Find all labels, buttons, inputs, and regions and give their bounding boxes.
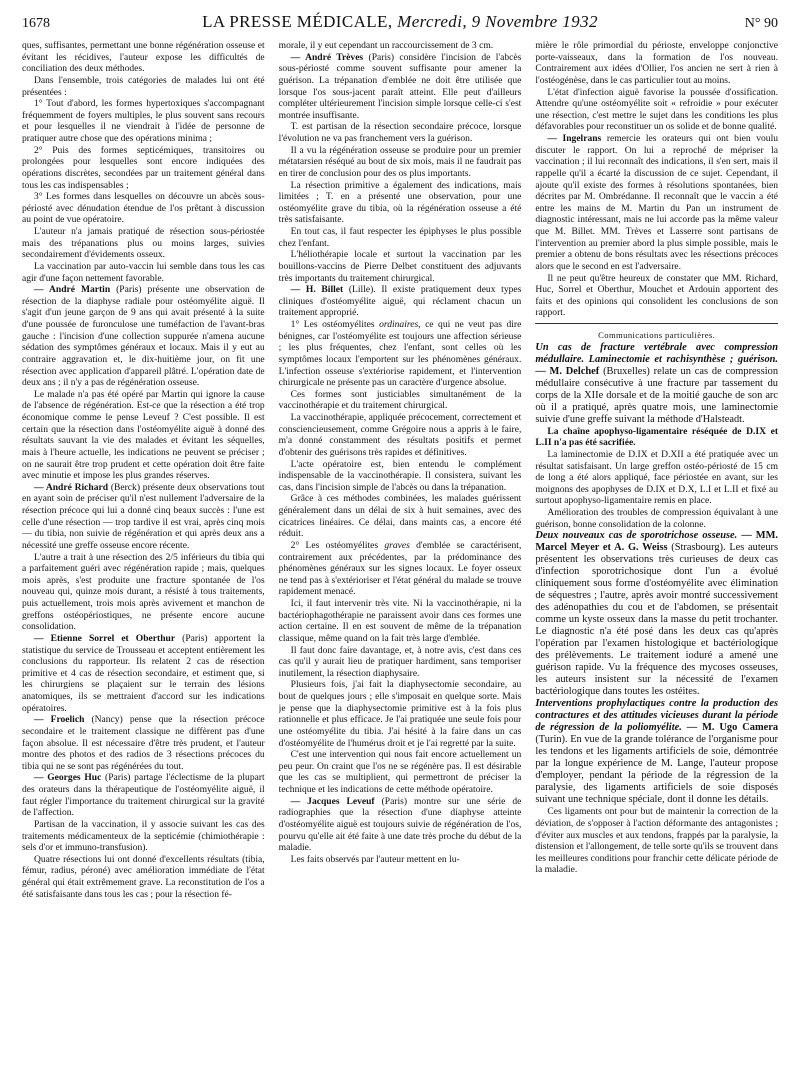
paragraph: Le malade n'a pas été opéré par Martin qui ignore la cause de l'absence de régénération. Est-ce que la résection a été trop économique comme le pense Leveuf ? C'est possible. Il est certain que la résection dans l'ostéomyélite aiguë à donné des résultats sauvant la vie des malades et évitant les séquelles, mais à l'heure actuelle, les indications ne peuvent se préciser ; on ne saurait être trop prudent et cette opération doit être faite avec minutie et impose les plus grandes réserves. xyxy=(22,388,265,482)
column-3 xyxy=(535,40,778,1060)
speaker-city: (Paris) xyxy=(368,51,394,63)
paragraph: ques, suffisantes, permettant une bonne régénération osseuse et évitant les récidives, l'auteur expose les difficultés de conciliation des deux méthodes. xyxy=(22,40,265,75)
paragraph: Quatre résections lui ont donné d'excellents résultats (tibia, fémur, radius, péroné) avec amélioration immédiate de l'état général qui était extrêmement grave. La reconstitution de l'os a été satisfaisante dans tous les cas ; pour la résection fé- xyxy=(22,853,265,900)
speaker-city: (Berck) xyxy=(110,481,140,493)
paragraph-text: d'emblée se caractérisent, contrairement aux précédentes, par la prédominance des phénomènes généraux sur les signes locaux. Le foyer osseux ne tend pas à s'extérioriser et l'état général du malade se trouve rapidement menacé. xyxy=(278,539,522,598)
paragraph-text: partage l'éclectisme de la plupart des orateurs dans la thérapeutique de l'ostéomyélite aiguë, il faut régler l'importance du traitement chirurgical sur la gravité de l'affection. xyxy=(22,772,265,819)
paragraph: Ces ligaments ont pour but de maintenir la correction de la déviation, de s'opposer à l'action déformante des antagonistes ; d'éviter aux muscles et aux tendons, frappés par la paralysie, la distension et l'allongement, de telle sorte qu'ils se trouvent dans les meilleures conditions pour franchir cette délicate période de la maladie. xyxy=(535,806,779,876)
speaker-city: (Paris) xyxy=(116,284,142,296)
paragraph: T. est partisan de la résection secondaire précoce, lorsque l'évolution ne va pas franchement vers la guérison. xyxy=(278,121,522,144)
paragraph: L'état d'infection aiguë favorise la poussée d'ossification. Attendre qu'une ostéomyélite soit « refroidie » pour exécuter une résection, c'est mettre le sujet dans les conditions les plus défavorables pour reconstituer un os solide et de bonne qualité. xyxy=(535,86,779,133)
speaker-name: — H. Billet xyxy=(290,284,344,296)
issue-number: N° 90 xyxy=(744,16,778,31)
paragraph: 3° Les formes dans lesquelles on découvre un abcès sous-périosté avec dénudation étendue de l'os prêtant à discussion au point de vue opératoire. xyxy=(22,191,265,226)
emphasis: graves xyxy=(384,539,410,551)
column-2 xyxy=(279,40,522,1060)
page-header xyxy=(22,12,778,34)
paragraph: Ces formes sont justiciables simultanément de la vaccinothérapie et du traitement chirurgical. xyxy=(278,388,522,412)
speaker-name: — André Martin xyxy=(34,284,111,296)
divider xyxy=(535,323,778,324)
column-1 xyxy=(22,40,265,1060)
paragraph: La laminectomie de D.IX et D.XII a été pratiquée avec un résultat satisfaisant. Un large greffon ostéo-périosté de 15 cm de long a été alors appliqué, face périostée en avant, sur les moignons des apophyses de D.IX et D.X, L.I et L.II et fixé au surtout apophyso-ligamentaire remis en place. xyxy=(535,448,779,507)
journal-title xyxy=(202,12,598,32)
article-title xyxy=(535,530,778,698)
speaker-name: — Froelich xyxy=(34,714,85,726)
paragraph xyxy=(22,772,265,819)
paragraph-text: pense que la résection précoce secondaire et le traitement classique ne diffèrent pas d'une façon absolue. Il est nécessaire d'être très prudent, et l'auteur montre des photos et des radios de 3 résections précoces du tibia qui ne se sont pas régénérées du tout. xyxy=(22,714,265,772)
paragraph-text: , ce qui ne veut pas dire bénignes, car l'ostéomyélite est toujours une affection sérieuse ; les plus fréquentes, chez l'enfant, sont celles où les symptômes locaux l'emportent sur les phénomènes généraux. L'infection osseuse s'extériorise rapidement, et l'intervention chirurgicale ne présente pas un caractère d'urgence absolue. xyxy=(278,319,522,389)
paragraph-text: présente deux observations tout en ayant soin de préciser qu'il n'est nullement l'adversaire de la résection précoce qui lui a donné cinq beaux succès : l'une est celle d'une résection — trop tardive il est vrai, après cinq mois — du tibia, non suivie de régénération et qui après deux ans a nécessité une greffe osseuse encore récente. xyxy=(22,481,265,551)
paragraph: mière le rôle primordial du périoste, enveloppe conjonctive porte-vaisseaux, dans la formation de l'os nouveau. Contrairement aux idées d'Ollier, l'os ancien ne sert à rien à l'ostéogénèse, dans le cas particulier tout au moins. xyxy=(535,40,779,86)
speaker-city: (Strasbourg). xyxy=(667,542,726,554)
speaker-name: — M. Ugo Camera xyxy=(681,722,779,734)
paragraph: La chaîne apophyso-ligamentaire réséquée de D.IX et L.II n'a pas été sacrifiée. xyxy=(535,425,779,449)
paragraph: morale, il y eut cependant un raccourcissement de 3 cm. xyxy=(278,40,494,51)
paragraph: L'autre a trait à une résection des 2/5 inférieurs du tibia qui a parfaitement guéri avec régénération rapide ; mais, quelques mois après, s'est produite une fracture spontanée de l'os nouveau qui, quinze mois durant, a résisté à tous traitements, puis actuellement, trois mois après avivement et manchon de greffons ostéopériostiques, ne présente encore aucune consolidation. xyxy=(22,551,265,633)
paragraph xyxy=(535,133,778,273)
speaker-city: (Lille). xyxy=(348,284,376,296)
speaker-city: (Turin). xyxy=(535,734,568,746)
paragraph-text: relate un cas de compression médullaire consécutive à une fracture par tassement du corps de la XIIe dorsale et de la moitié gauche de son arc où il a pratiqué, après quatre mois, une laminectomie suivie d'une greffe suivant la méthode d'Halsteadt. xyxy=(535,365,779,425)
speaker-name: — MM. Marcel Meyer et A. G. Weiss xyxy=(535,530,779,554)
paragraph: L'acte opératoire est, bien entendu le complément indispensable de la vaccinothérapie. Il consistera, suivant les cas, dans l'incision simple de l'abcès ou dans la trépanation. xyxy=(278,458,522,493)
paragraph: L'auteur n'a jamais pratiqué de résection sous-périostée mais des trépanations plus ou moins larges, suivies secondairement d'évidements osseux. xyxy=(22,226,265,261)
emphasis: ordinaires xyxy=(379,319,419,330)
paragraph xyxy=(279,284,522,319)
speaker-city: (Paris) xyxy=(381,795,408,807)
paragraph-text: 2° Les ostéomyélites xyxy=(290,539,385,551)
paragraph-text: Les auteurs présentent les observations très curieuses de deux cas d'infection sporotrichosique dont l'un a évolué cliniquement sous forme d'ostéomyélite avec élimination de séquestres ; l'autre, après avoir montré successivement des adénopathies du cou et de l'abdomen, se présentait comme un kyste osseux dans la masse du petit trochanter. Le diagnostic n'a été posé dans les deux cas qu'après l'opération par l'examen histologique et bactériologique des prélèvements. Le traitement ioduré a amené une guérison rapide. Vu la fréquence des mycoses osseuses, les auteurs insistent sur la nécessité de l'examen bactériologique dans toutes les ostéites. xyxy=(535,542,779,698)
article-title xyxy=(535,698,778,806)
paragraph-text: montre sur une série de radiographies que la résection d'une diaphyse atteinte d'ostéomyélite aiguë est toujours suivie de régénération de l'os, pourvu qu'elle ait été faite à une date très proche du début de la maladie. xyxy=(278,795,522,854)
paragraph: Il faut donc faire davantage, et, à notre avis, c'est dans ces cas qu'il y aurait lieu de pratiquer hardiment, sans temporiser inutilement, la résection diaphysaire. xyxy=(278,644,522,679)
paragraph xyxy=(22,633,265,714)
section-heading: Communications particulières. xyxy=(598,330,716,340)
article-title-text: Interventions prophylactiques contre la production des contractures et des attitudes vicieuses durant la période de régression de la poliomyélite. xyxy=(535,698,779,734)
paragraph: Il ne peut qu'être heureux de constater que MM. Richard, Huc, Sorrel et Oberthur, Mouchet et Ardouin apportent des faits et des opinions qui consolident les conclusions de son rapport. xyxy=(535,272,779,319)
paragraph: 1° Tout d'abord, les formes hypertoxiques s'accompagnant fréquemment de foyers multiples, le plus souvent sans recours et pour lesquelles il ne viendrait à l'idée de personne de pratiquer autre chose que des opérations minima ; xyxy=(22,98,265,144)
journal-name: LA PRESSE MÉDICALE, xyxy=(202,12,393,31)
issue-date: Mercredi, 9 Novembre 1932 xyxy=(397,12,598,31)
speaker-name: — M. Delchef xyxy=(535,365,600,377)
speaker-name: — André Richard xyxy=(34,481,109,493)
paragraph xyxy=(22,284,265,389)
paragraph: C'est une intervention qui nous fait encore actuellement un peu peur. On craint que l'os ne se régénère pas. Il est désirable que les cas se multiplient, qui permettront de préciser la technique et les indications de cette méthode opératoire. xyxy=(278,749,522,795)
speaker-name: — Jacques Leveuf xyxy=(290,795,375,807)
paragraph xyxy=(279,540,522,598)
paragraph: L'héliothérapie locale et surtout la vaccination par les bouillons-vaccins de Pierre Delbet constituent des adjuvants très importants du traitement chirurgical. xyxy=(278,249,522,284)
speaker-city: (Bruxelles) xyxy=(599,365,650,377)
page-number: 1678 xyxy=(22,16,50,31)
paragraph: Grâce à ces méthodes combinées, les malades guérissent généralement dans un délai de six à huit semaines, avec des cicatrices linéaires. Ce délai, dans maints cas, a encore été réduit. xyxy=(278,493,522,540)
paragraph-text: Il existe pratiquement deux types cliniques d'ostéomyélite aiguë, qui réclament chacun un traitement approprié. xyxy=(278,284,522,319)
paragraph-text: En vue de la grande tolérance de l'organisme pour les tendons et les ligaments artificiels de soie, démontrée par la longue expérience de M. Lange, l'auteur propose d'employer, pendant la période de la régression de la paralysie, des ligaments artificiels de soie disposés suivant une technique spéciale, dont il donne les détails. xyxy=(535,734,779,806)
speaker-city: (Nancy) xyxy=(91,714,123,726)
paragraph: Plusieurs fois, j'ai fait la diaphysectomie secondaire, au bout de quelques jours ; elle s'imposait en quelque sorte. Mais je pense que la diaphysectomie primitive est à la fois plus rationnelle et plus efficace. Je l'ai pratiquée une seule fois pour une ostéomyélite du tibia. J'ai hésité à la faire dans un cas d'ostéomyélite de l'humérus droit et je l'ai regretté par la suite. xyxy=(278,679,522,749)
article-title xyxy=(535,342,778,426)
speaker-name: — André Trèves xyxy=(290,51,364,63)
speaker-name: — Georges Huc xyxy=(34,772,102,784)
article-title-text: Deux nouveaux cas de sporotrichose osseuse. xyxy=(535,530,738,542)
paragraph: Dans l'ensemble, trois catégories de malades lui ont été présentées : xyxy=(22,74,265,98)
paragraph-text: 1° Les ostéomyélites xyxy=(290,319,380,330)
paragraph: En tout cas, il faut respecter les épiphyses le plus possible chez l'enfant. xyxy=(278,226,522,249)
paragraph: La vaccinothérapie, appliquée précocement, correctement et consciencieusement, comme Grégoire nous a appris à le faire, m'a donné constamment des résultats positifs et permet d'obtenir des guérisons très rapides et définitives. xyxy=(278,412,522,458)
paragraph xyxy=(279,796,522,854)
paragraph: Ici, il faut intervenir très vite. Ni la vaccinothérapie, ni la bactériophagothérapie ne paraissent avoir dans ces formes une action certaine. Il en est souvent de même de la trépanation classique, même quand on la fait très large d'emblée. xyxy=(278,598,522,644)
paragraph: Il a vu la régénération osseuse se produire pour un premier métatarsien réséqué au bout de six mois, mais il ne faudrait pas en tirer de conclusion pour des os plus importants. xyxy=(278,144,522,179)
paragraph: Amélioration des troubles de compression équivalant à une guérison, bonne consolidation de la colonne. xyxy=(535,507,779,530)
article-title-text: Un cas de fracture vertébrale avec compression médullaire. Laminectomie et rachisynthèse ; guérison. xyxy=(535,341,779,365)
speaker-name: — Etienne Sorrel et Oberthur xyxy=(34,632,176,644)
paragraph xyxy=(279,52,522,122)
speaker-city: (Paris) xyxy=(105,772,131,784)
text-columns xyxy=(22,40,778,1060)
paragraph-text: apportent la statistique du service de Trousseau et acceptent entièrement les conclusions du rapporteur. Ils relatent 2 cas de résection primitive et 4 cas de résection secondaire, et estiment que, si les chirurgiens se plaçaient sur le terrain des lésions anatomiques, ils se mettraient d'accord sur les indications opératoires. xyxy=(22,632,265,714)
paragraph xyxy=(22,714,265,772)
paragraph-text: remercie les orateurs qui ont bien voulu discuter le rapport. On lui a reproché de mépriser la vaccination ; il lui reconnaît des indications, il s'en sert, mais il rappelle qu'il a écarté la discussion de ce sujet. Cependant, il ajoute qu'il existe des formes à résolutions spontanées, bien décrites par M. Ombrédanne. Il reconnaît que le vaccin a été entre les mains de M. Martin du Pan un instrument de diagnostic intéressant, mais ne lui accorde pas la même valeur que M. Billet. MM. Trèves et Lasserre sont partisans de l'intervention au premier abord la plus simple possible, mais le premier a obtenu de bons résultats avec les résections précoces alors que le second en est l'adversaire. xyxy=(535,133,779,272)
paragraph: 2° Puis des formes septicémiques, transitoires ou prolongées pour lesquelles sont encore indiquées des opérations discrètes, secondées par un traitement général dans tous les cas indispensables ; xyxy=(22,144,265,191)
paragraph xyxy=(22,482,265,552)
paragraph: Partisan de la vaccination, il y associe suivant les cas des traitements médicamenteux de la septicémie (chimiothérapie : sels d'or et immuno-transfusion). xyxy=(22,818,265,854)
speaker-city: (Paris) xyxy=(182,632,208,644)
paragraph-text: présente une observation de résection de la diaphyse radiale pour ostéomyélite aiguë. Il s'agit d'un jeune garçon de 9 ans qui avait présenté à la suite d'une poussée de furonculose une tuméfaction de l'avant-bras gauche : l'incision d'une collection suppurée n'amena aucune sédation des symptômes généraux et locaux. Mais il y eut au contraire aggravation et, le dix-huitième jour, on fit une résection avec application d'appareil plâtré. L'opération date de deux ans ; il n'y a pas de régénération osseuse. xyxy=(22,284,265,389)
paragraph: La résection primitive a également des indications, mais limitées ; T. en a présenté une observation, pour une ostéomyélite grave du tibia, où la régénération osseuse a été très satisfaisante. xyxy=(278,179,522,226)
paragraph-text: considère l'incision de l'abcès sous-périosté comme souvent suffisante pour amener la guérison. La trépanation d'emblée ne doit être utilisée que lorsque l'os sous-jacent paraît atteint. Elle peut d'ailleurs compléter ultérieurement l'incision simple lorsque celle-ci s'est montrée insuffisante. xyxy=(278,51,522,121)
speaker-name: — Ingelrans xyxy=(547,133,602,144)
paragraph xyxy=(279,319,522,389)
paragraph: Les faits observés par l'auteur mettent en lu- xyxy=(290,853,460,865)
paragraph: La vaccination par auto-vaccin lui semble dans tous les cas agir d'une façon nettement favorable. xyxy=(22,260,265,284)
